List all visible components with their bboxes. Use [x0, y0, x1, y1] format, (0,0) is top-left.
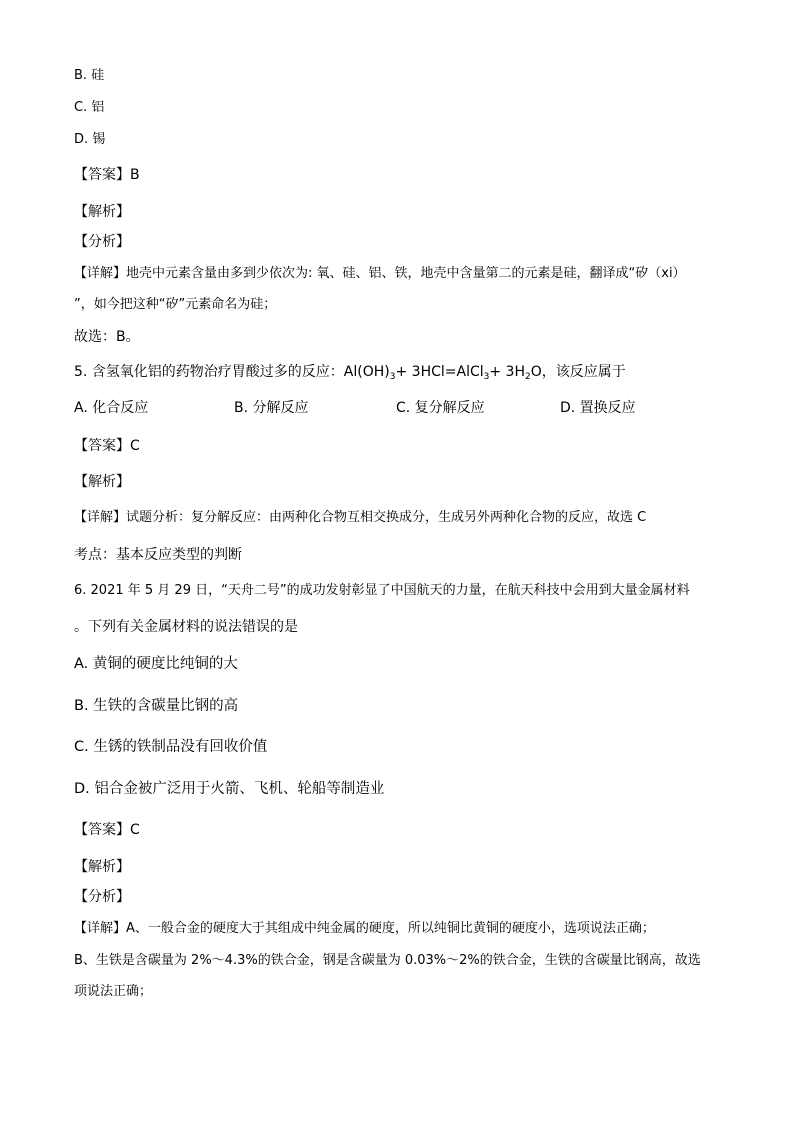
q4-fenxi-label: 【分析】: [74, 234, 130, 250]
q5-option-a: A. 化合反应: [74, 400, 149, 416]
q6-fenxi-label: 【分析】: [74, 889, 130, 905]
q6-analysis-label: 【解析】: [74, 859, 130, 875]
q6-stem-line1: 6. 2021 年 5 月 29 日，“天舟二号”的成功发射彰显了中国航天的力量，在航天科技中会用到大量金属材料: [74, 583, 690, 598]
q4-option-c: C. 铝: [74, 100, 105, 115]
q5-option-b: B. 分解反应: [234, 400, 309, 416]
q6-detail-line3: 项说法正确；: [74, 984, 153, 999]
q5-analysis-label: 【解析】: [74, 474, 130, 490]
q6-option-c: C. 生锈的铁制品没有回收价值: [74, 739, 268, 755]
q5-stem: 5. 含氢氧化铝的药物治疗胃酸过多的反应：$Al(OH)_3+$ 3HCl=AlCl$_3$+ $3H_2O$，该反应属于: [74, 364, 626, 382]
q4-answer: 【答案】B: [74, 167, 140, 183]
q6-option-a: A. 黄铜的硬度比纯铜的大: [74, 656, 238, 672]
q4-option-d: D. 锡: [74, 132, 106, 147]
q5-kaodian: 考点：基本反应类型的判断: [74, 547, 242, 563]
q4-choice: 故选：B。: [74, 329, 140, 345]
q4-option-b: B. 硅: [74, 68, 105, 83]
q6-answer: 【答案】C: [74, 822, 140, 838]
q6-option-b: B. 生铁的含碳量比钢的高: [74, 698, 239, 714]
q6-detail-line1: 【详解】A、一般合金的硬度大于其组成中纯金属的硬度，所以纯铜比黄铜的硬度小，选项说法正确；: [74, 921, 655, 936]
q5-option-c: C. 复分解反应: [396, 400, 485, 416]
q4-detail-line1: 【详解】地壳中元素含量由多到少依次为: 氧、硅、铝、铁，地壳中含量第二的元素是硅，翻译成“矽（xi）: [74, 266, 686, 281]
q4-detail-line2: ”，如今把这种“矽”元素命名为硅；: [74, 297, 277, 312]
q5-detail: 【详解】试题分析：复分解反应：由两种化合物互相交换成分，生成另外两种化合物的反应，故选 C: [74, 510, 647, 525]
q5-answer: 【答案】C: [74, 438, 140, 454]
q5-option-d: D. 置换反应: [560, 400, 636, 416]
q6-detail-line2: B、生铁是含碳量为 2%～4.3%的铁合金，钢是含碳量为 0.03%～2%的铁合金，生铁的含碳量比钢高，故选: [74, 953, 701, 968]
q5-options: [74, 398, 724, 418]
q6-stem-line2: 。下列有关金属材料的说法错误的是: [74, 619, 298, 635]
q4-analysis-label: 【解析】: [74, 204, 130, 220]
q6-option-d: D. 铝合金被广泛用于火箭、飞机、轮船等制造业: [74, 781, 385, 797]
